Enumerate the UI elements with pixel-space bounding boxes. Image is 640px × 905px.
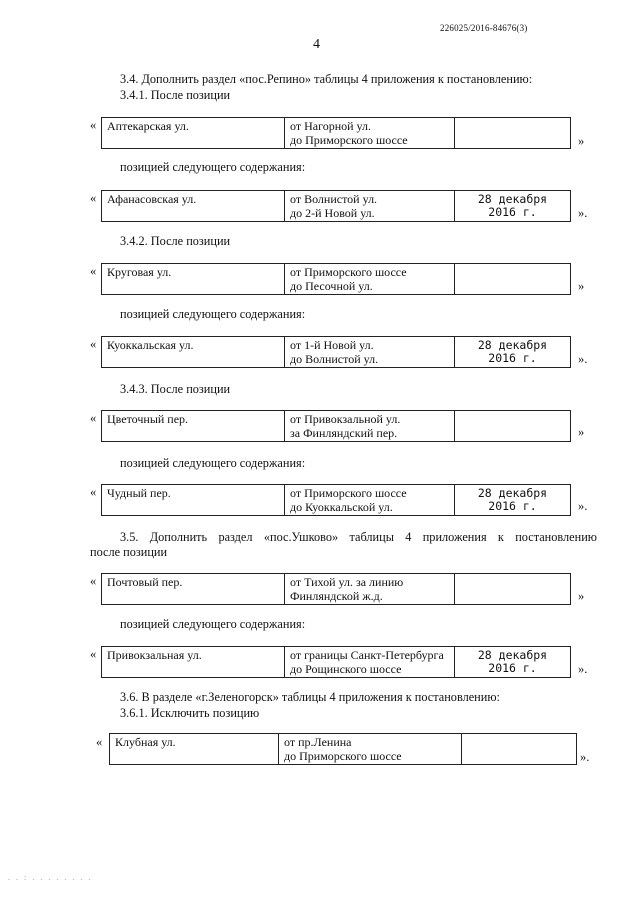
section-3-5-line1: 3.5. Дополнить раздел «пос.Ушково» таблицы 4 приложения к постановлению: [120, 530, 597, 544]
date-stamp-cell: [455, 337, 571, 368]
date-stamp-cell: [455, 191, 571, 222]
street-table-row: [101, 263, 571, 295]
quote-open: «: [96, 735, 103, 749]
section-3-4-3-heading: 3.4.3. После позиции: [120, 382, 231, 396]
street-range-cell: от Приморского шоссе до Песочной ул.: [285, 264, 455, 295]
section-3-4-1-heading: 3.4.1. После позиции: [120, 88, 231, 102]
date-stamp-cell: [455, 485, 571, 516]
street-range-cell: от Волнистой ул. до 2-й Новой ул.: [285, 191, 455, 222]
date-stamp-year: 2016 г.: [488, 204, 537, 219]
date-stamp-year: 2016 г.: [488, 660, 537, 675]
street-range-cell: от Тихой ул. за линию Финляндской ж.д.: [285, 574, 455, 605]
next-content-label: позицией следующего содержания:: [120, 456, 306, 470]
date-stamp-day: 28 декабря: [477, 191, 548, 206]
quote-close: ».: [578, 662, 588, 676]
street-name-cell: Клубная ул.: [110, 734, 279, 765]
date-cell: [462, 734, 577, 765]
street-table-row: [101, 117, 571, 149]
quote-close: ».: [580, 750, 590, 764]
section-3-5-line2: после позиции: [90, 545, 168, 559]
quote-close: »: [578, 134, 585, 148]
street-name-cell: Аптекарская ул.: [102, 118, 285, 149]
street-table-row: [101, 410, 571, 442]
quote-open: «: [90, 264, 97, 278]
next-content-label: позицией следующего содержания:: [120, 307, 306, 321]
date-stamp-day: 28 декабря: [477, 647, 548, 662]
next-content-label: позицией следующего содержания:: [120, 617, 306, 631]
quote-close: »: [578, 279, 585, 293]
street-name-cell: Чудный пер.: [102, 485, 285, 516]
street-table-row: [101, 646, 571, 678]
page-number: 4: [313, 37, 320, 52]
next-content-label: позицией следующего содержания:: [120, 160, 306, 174]
scan-marks: . . : . . . . . . . .: [8, 873, 93, 882]
street-range-cell: от Приморского шоссе до Куоккальской ул.: [285, 485, 455, 516]
quote-open: «: [90, 647, 97, 661]
section-3-4-2-heading: 3.4.2. После позиции: [120, 234, 231, 248]
date-cell: [455, 411, 571, 442]
street-table-row: [101, 190, 571, 222]
date-stamp-year: 2016 г.: [488, 350, 537, 365]
street-name-cell: Почтовый пер.: [102, 574, 285, 605]
quote-open: «: [90, 411, 97, 425]
date-stamp-year: 2016 г.: [488, 498, 537, 513]
date-cell: [455, 264, 571, 295]
street-range-cell: от 1-й Новой ул. до Волнистой ул.: [285, 337, 455, 368]
street-name-cell: Афанасовская ул.: [102, 191, 285, 222]
quote-close: ».: [578, 206, 588, 220]
street-range-cell: от Нагорной ул. до Приморского шоссе: [285, 118, 455, 149]
quote-close: »: [578, 589, 585, 603]
quote-close: ».: [578, 499, 588, 513]
street-range-cell: от Привокзальной ул. за Финляндский пер.: [285, 411, 455, 442]
quote-close: »: [578, 425, 585, 439]
street-table-row: [101, 336, 571, 368]
quote-open: «: [90, 337, 97, 351]
date-cell: [455, 574, 571, 605]
date-cell: [455, 118, 571, 149]
street-range-cell: от границы Санкт-Петербурга до Рощинского шоссе: [285, 647, 455, 678]
section-3-6-title: 3.6. В разделе «г.Зеленогорск» таблицы 4 приложения к постановлению:: [120, 690, 500, 704]
street-table-row: [109, 733, 577, 765]
quote-open: «: [90, 574, 97, 588]
street-table-row: [101, 573, 571, 605]
date-stamp-day: 28 декабря: [477, 485, 548, 500]
date-stamp-day: 28 декабря: [477, 337, 548, 352]
street-name-cell: Привокзальная ул.: [102, 647, 285, 678]
quote-open: «: [90, 485, 97, 499]
quote-open: «: [90, 118, 97, 132]
date-stamp-cell: [455, 647, 571, 678]
document-id: 226025/2016-84676(3): [440, 23, 528, 33]
street-name-cell: Цветочный пер.: [102, 411, 285, 442]
street-name-cell: Куоккальская ул.: [102, 337, 285, 368]
quote-close: ».: [578, 352, 588, 366]
section-3-4-title: 3.4. Дополнить раздел «пос.Репино» таблицы 4 приложения к постановлению:: [120, 72, 533, 86]
street-name-cell: Круговая ул.: [102, 264, 285, 295]
section-3-6-1-heading: 3.6.1. Исключить позицию: [120, 706, 260, 720]
street-table-row: [101, 484, 571, 516]
street-range-cell: от пр.Ленина до Приморского шоссе: [279, 734, 462, 765]
quote-open: «: [90, 191, 97, 205]
